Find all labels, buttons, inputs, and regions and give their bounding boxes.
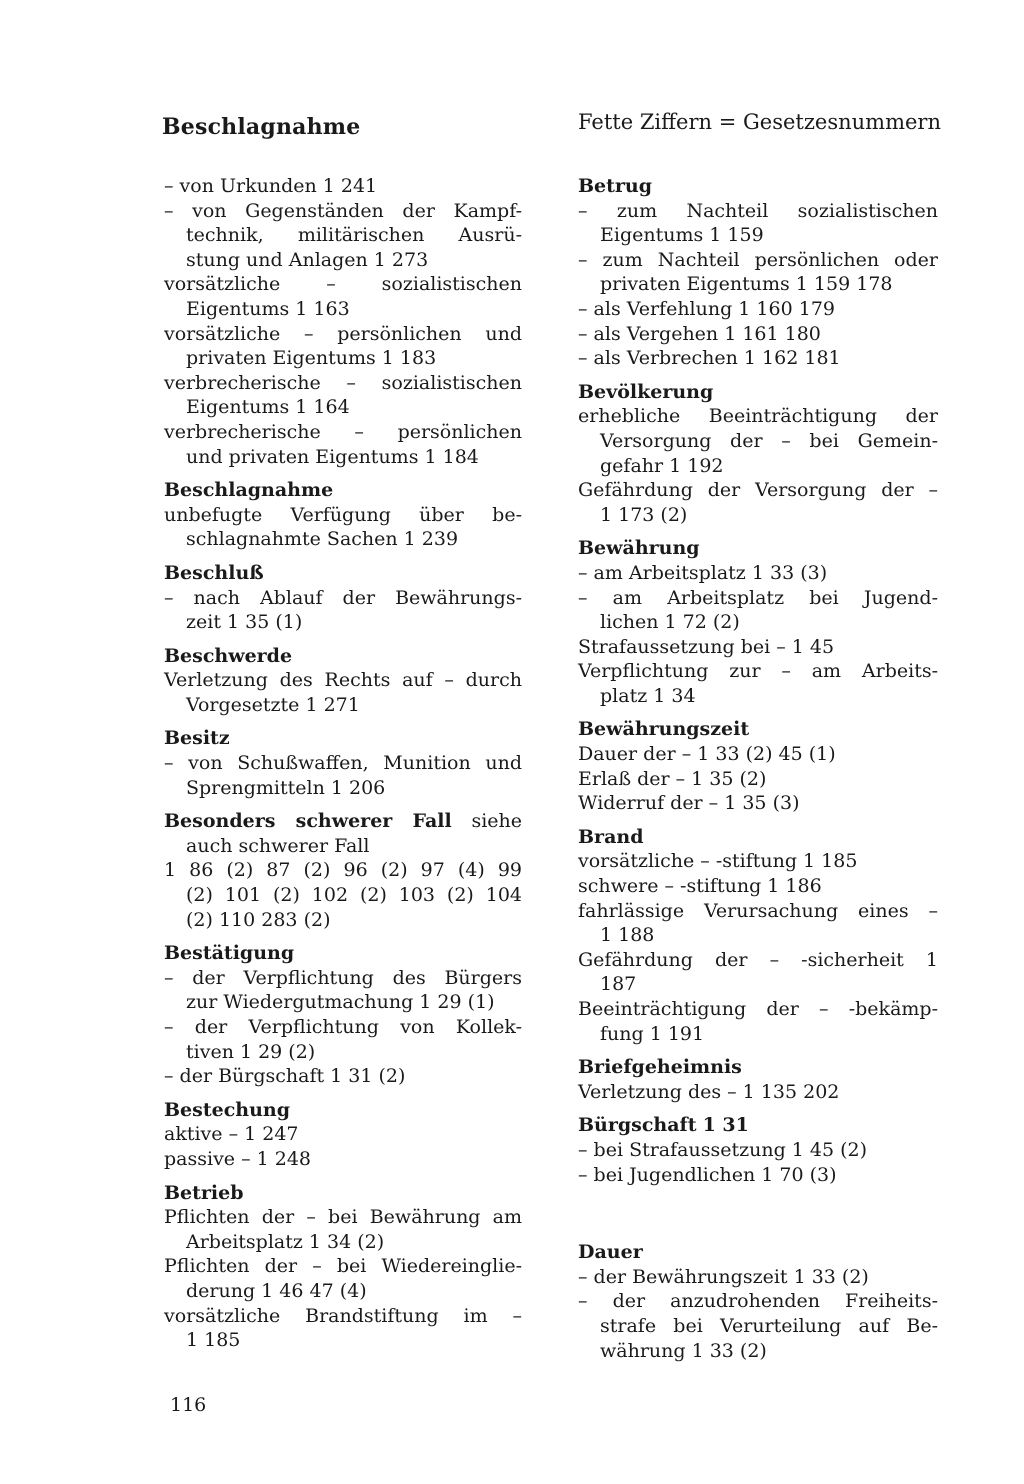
index-line: verbrecherische – sozialistischen [164, 371, 522, 394]
index-line: 1 173 (2) [600, 503, 688, 526]
index-line: fung 1 191 [600, 1022, 705, 1045]
index-line: – nach Ablauf der Bewährungs- [164, 586, 522, 609]
index-keyword: Betrug [578, 175, 653, 197]
index-entry [164, 1098, 522, 1172]
index-line: tiven 1 29 (2) [186, 1040, 316, 1063]
index-line: – von Urkunden 1 241 [164, 175, 378, 197]
index-line: Verpflichtung zur – am Arbeits- [578, 660, 938, 683]
index-keyword-line [164, 644, 522, 669]
index-entry [164, 644, 522, 718]
running-head-title: Beschlagnahme [162, 114, 361, 140]
index-entry [164, 1181, 522, 1353]
index-line: platz 1 34 [600, 684, 696, 707]
index-line: 1 86 (2) 87 (2) 96 (2) 97 (4) 99 [164, 859, 522, 882]
index-line: – der Bürgschaft 1 31 (2) [164, 1065, 406, 1088]
index-keyword: Beschlagnahme [164, 479, 334, 502]
index-line: 187 [600, 973, 637, 996]
index-line: Widerruf der – 1 35 (3) [578, 792, 800, 815]
index-line: vorsätzliche – persönlichen und [164, 322, 522, 345]
index-line: – bei Strafaussetzung 1 45 (2) [578, 1138, 868, 1161]
index-keyword: Betrieb [164, 1181, 244, 1204]
index-line: – zum Nachteil persönlichen oder [578, 248, 938, 271]
index-line: zur Wiedergutmachung 1 29 (1) [186, 991, 495, 1014]
index-line: Eigentums 1 164 [186, 396, 350, 419]
index-line: auch schwerer Fall [186, 834, 370, 857]
index-keyword: Besonders schwerer Fall [164, 810, 452, 833]
index-line: fahrlässige Verursachung eines – [578, 899, 938, 922]
index-keyword-line [578, 380, 938, 405]
index-line: – als Vergehen 1 161 180 [578, 322, 821, 345]
index-entry [164, 478, 522, 552]
index-keyword: Briefgeheimnis [578, 1056, 742, 1079]
index-line: – am Arbeitsplatz 1 33 (3) [578, 561, 828, 584]
index-line: – am Arbeitsplatz bei Jugend- [578, 586, 938, 609]
index-keyword: Bürgschaft [578, 1114, 697, 1137]
index-entry [578, 1055, 938, 1104]
section-gap [578, 1196, 938, 1240]
index-keyword: Beschwerde [164, 644, 293, 667]
index-keyword: Dauer [578, 1241, 643, 1264]
index-line: – der Verpflichtung des Bürgers [164, 966, 522, 989]
index-line: (2) 110 283 (2) [186, 908, 331, 931]
index-line: Verletzung des – 1 135 202 [578, 1080, 840, 1103]
index-line: und privaten Eigentums 1 184 [186, 445, 479, 468]
index-line: Pflichten der – bei Bewährung am [164, 1206, 522, 1229]
index-line: 1 185 [186, 1329, 241, 1352]
index-keyword-line [164, 809, 522, 834]
index-keyword-line [164, 726, 522, 751]
index-line: Dauer der – 1 33 (2) 45 (1) [578, 743, 836, 766]
index-line: – der Bewährungszeit 1 33 (2) [578, 1265, 869, 1288]
index-line: vorsätzliche – sozialistischen [164, 273, 522, 296]
index-entry [164, 561, 522, 635]
index-line: schwere – -stiftung 1 186 [578, 875, 822, 898]
index-entry [578, 536, 938, 708]
index-line: – als Verfehlung 1 160 179 [578, 297, 836, 320]
index-keyword-line [164, 478, 522, 503]
index-entry [578, 1113, 938, 1187]
index-line: technik, militärischen Ausrü- [186, 224, 522, 247]
index-line: – der anzudrohenden Freiheits- [578, 1290, 938, 1313]
index-keyword: Bevölkerung [578, 380, 714, 403]
index-line: Arbeitsplatz 1 34 (2) [186, 1230, 385, 1253]
index-keyword: Bestätigung [164, 942, 295, 965]
index-line: Sprengmitteln 1 206 [186, 776, 386, 799]
index-keyword-line [164, 941, 522, 966]
index-line: stung und Anlagen 1 273 [186, 248, 429, 271]
index-line: vorsätzliche Brandstiftung im – [164, 1304, 522, 1327]
index-entry [164, 726, 522, 800]
index-keyword-line [578, 1240, 938, 1265]
index-line: Eigentums 1 163 [186, 297, 350, 320]
index-line: Vorgesetzte 1 271 [186, 693, 360, 716]
index-line: lichen 1 72 (2) [600, 611, 740, 634]
index-line: – bei Jugendlichen 1 70 (3) [578, 1163, 837, 1186]
index-entry [578, 1240, 938, 1363]
index-entry [164, 809, 522, 932]
index-keyword-line [578, 536, 938, 561]
index-entry [578, 174, 938, 371]
index-line: Beeinträchtigung der – -bekämp- [578, 998, 938, 1020]
page-number: 116 [170, 1394, 207, 1416]
index-keyword-line [164, 1181, 522, 1206]
index-line: währung 1 33 (2) [600, 1339, 767, 1362]
index-line: Gefährdung der Versorgung der – [578, 479, 938, 502]
index-line: – der Verpflichtung von Kollek- [164, 1016, 522, 1038]
index-keyword: Bestechung [164, 1098, 291, 1121]
index-entry [164, 941, 522, 1089]
index-line: Versorgung der – bei Gemein- [600, 429, 938, 452]
index-line: Erlaß der – 1 35 (2) [578, 767, 767, 790]
index-line: Verletzung des Rechts auf – durch [164, 669, 522, 692]
index-line: passive – 1 248 [164, 1147, 312, 1170]
index-keyword: Besitz [164, 727, 230, 750]
index-keyword: Beschluß [164, 561, 264, 584]
index-line: unbefugte Verfügung über be- [164, 503, 522, 526]
index-line: erhebliche Beeinträchtigung der [578, 405, 938, 428]
index-line: derung 1 46 47 (4) [186, 1279, 367, 1302]
index-line: vorsätzliche – -stiftung 1 185 [578, 850, 858, 873]
index-line: (2) 101 (2) 102 (2) 103 (2) 104 [186, 884, 522, 907]
index-line: verbrecherische – persönlichen [164, 420, 522, 443]
index-keyword-line [578, 1055, 938, 1080]
index-keyword-line [578, 174, 938, 199]
index-line: – zum Nachteil sozialistischen [578, 199, 938, 222]
index-line: – von Schußwaffen, Munition und [164, 752, 522, 775]
running-head-legend: Fette Ziffern = Gesetzesnummern [578, 110, 941, 134]
index-keyword: Bewährungszeit [578, 718, 750, 741]
index-keyword: Bewährung [578, 537, 700, 560]
index-entry [578, 717, 938, 815]
index-keyword-line [578, 1113, 938, 1138]
index-keyword-line [164, 561, 522, 586]
index-line: – als Verbrechen 1 162 181 [578, 347, 841, 370]
index-entry [578, 825, 938, 1046]
index-entry [164, 174, 522, 469]
index-line: Eigentums 1 159 [600, 224, 764, 247]
index-keyword-line [578, 717, 938, 742]
index-line: privaten Eigentums 1 159 178 [600, 273, 893, 296]
index-column-right [578, 174, 938, 1372]
keyword-suffix: siehe [471, 810, 522, 833]
index-line: zeit 1 35 (1) [186, 611, 303, 634]
index-keyword: Brand [578, 825, 644, 848]
index-line: Pflichten der – bei Wiedereinglie- [164, 1255, 522, 1278]
index-line: 1 188 [600, 924, 655, 947]
index-line: privaten Eigentums 1 183 [186, 347, 437, 370]
index-line: Gefährdung der – -sicherheit 1 [578, 948, 938, 971]
index-entry [578, 380, 938, 528]
index-line: – von Gegenständen der Kampf- [164, 199, 522, 222]
keyword-reference: 1 31 [702, 1114, 749, 1137]
index-line: strafe bei Verurteilung auf Be- [600, 1314, 938, 1337]
index-keyword-line [164, 1098, 522, 1123]
index-column-left [164, 174, 522, 1362]
index-keyword-line [578, 825, 938, 850]
index-line: aktive – 1 247 [164, 1123, 299, 1146]
index-line: gefahr 1 192 [600, 454, 724, 477]
index-line: Strafaussetzung bei – 1 45 [578, 635, 835, 658]
index-line: schlagnahmte Sachen 1 239 [186, 528, 459, 551]
